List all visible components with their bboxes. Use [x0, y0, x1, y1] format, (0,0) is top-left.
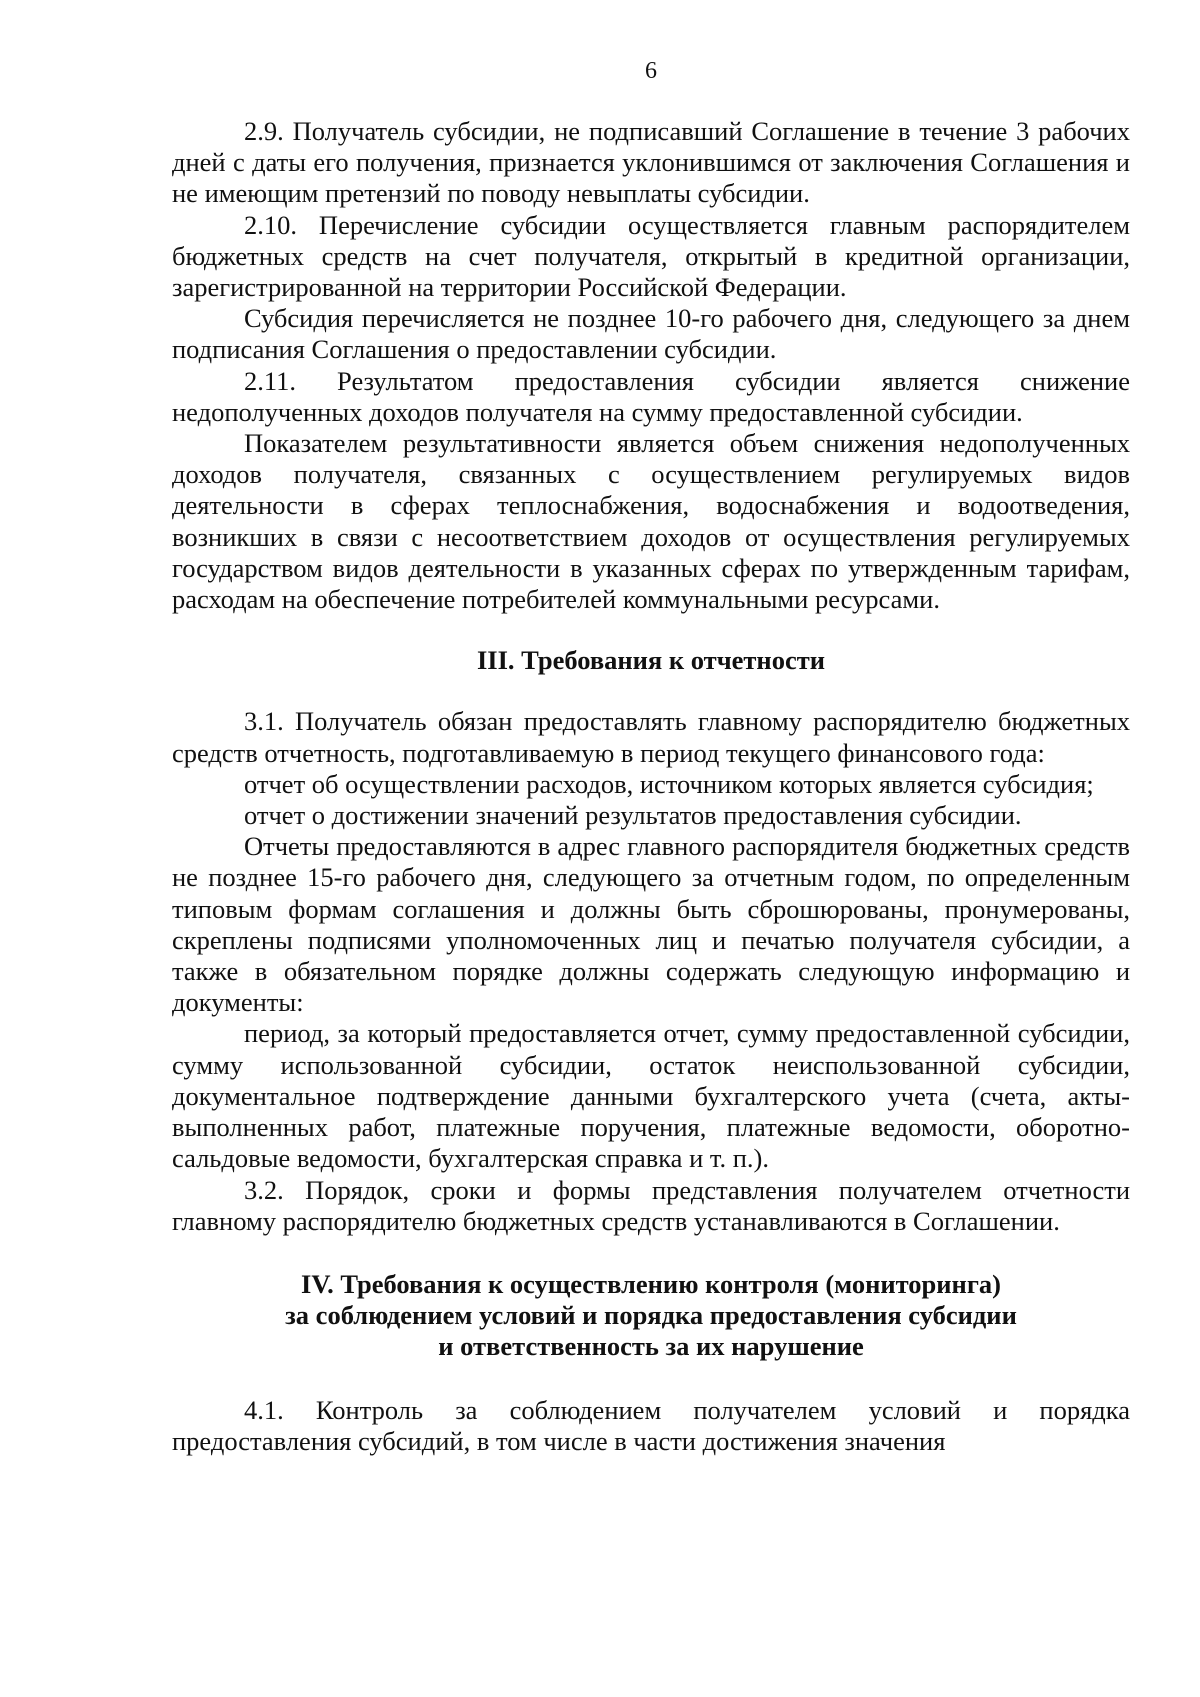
paragraph-subsidy-transfer-deadline: Субсидия перечисляется не позднее 10-го рабочего дня, следующего за днем подписания Соглашения о предоставлении субсидии. — [172, 303, 1130, 365]
paragraph-2-9: 2.9. Получатель субсидии, не подписавший Соглашение в течение 3 рабочих дней с даты его получения, признается уклонившимся от заключения Соглашения и не имеющим претензий по поводу невыплаты субсидии. — [172, 116, 1130, 209]
section-heading-control-line-2: за соблюдением условий и порядка предоставления субсидии — [285, 1300, 1017, 1331]
paragraph-4-1: 4.1. Контроль за соблюдением получателем условий и порядка предоставления субсидий, в том числе в части достижения значения — [172, 1394, 1130, 1456]
paragraph-expense-report: отчет об осуществлении расходов, источником которых является субсидия; — [244, 768, 1094, 799]
paragraph-performance-indicator: Показателем результативности является объем снижения недополученных доходов получателя, связанных с осуществлением регулируемых видов деятельности в сферах теплоснабжения, водоснабжения и водоотведения, возникших в связи с несоответствием доходов от осуществления регулируемых государством видов деятельности в указанных сферах по утвержденным тарифам, расходам на обеспечение потребителей коммунальными ресурсами. — [172, 428, 1130, 615]
section-heading-control — [172, 1269, 1130, 1363]
paragraph-results-report: отчет о достижении значений результатов предоставления субсидии. — [244, 800, 1022, 831]
paragraph-2-10: 2.10. Перечисление субсидии осуществляется главным распорядителем бюджетных средств на счет получателя, открытый в кредитной организации, зарегистрированной на территории Российской Федерации. — [172, 209, 1130, 303]
paragraph-report-submission: Отчеты предоставляются в адрес главного распорядителя бюджетных средств не позднее 15-го рабочего дня, следующего за отчетным годом, по определенным типовым формам соглашения и должны быть сброшюрованы, пронумерованы, скреплены подписями уполномоченных лиц и печатью получателя субсидии, а также в обязательном порядке должны содержать следующую информацию и документы: — [172, 831, 1130, 1018]
section-heading-reporting: III. Требования к отчетности — [476, 645, 825, 676]
paragraph-3-1: 3.1. Получатель обязан предоставлять главному распорядителю бюджетных средств отчетность, подготавливаемую в период текущего финансового года: — [172, 706, 1130, 768]
section-heading-control-line-1: IV. Требования к осуществлению контроля (мониторинга) — [301, 1268, 1001, 1299]
paragraph-report-contents: период, за который предоставляется отчет, сумму предоставленной субсидии, сумму использованной субсидии, остаток неиспользованной субсидии, документальное подтверждение данными бухгалтерского учета (счета, акты-выполненных работ, платежные поручения, платежные ведомости, оборотно-сальдовые ведомости, бухгалтерская справка и т. п.). — [172, 1018, 1130, 1174]
page-number: 6 — [645, 58, 657, 84]
paragraph-3-2: 3.2. Порядок, сроки и формы представления получателем отчетности главному распорядителю бюджетных средств устанавливаются в Соглашении. — [172, 1174, 1130, 1236]
section-heading-control-line-3: и ответственность за их нарушение — [438, 1331, 864, 1362]
paragraph-2-11: 2.11. Результатом предоставления субсидии является снижение недополученных доходов получателя на сумму предоставленной субсидии. — [172, 365, 1130, 427]
document-body — [172, 116, 1130, 1457]
